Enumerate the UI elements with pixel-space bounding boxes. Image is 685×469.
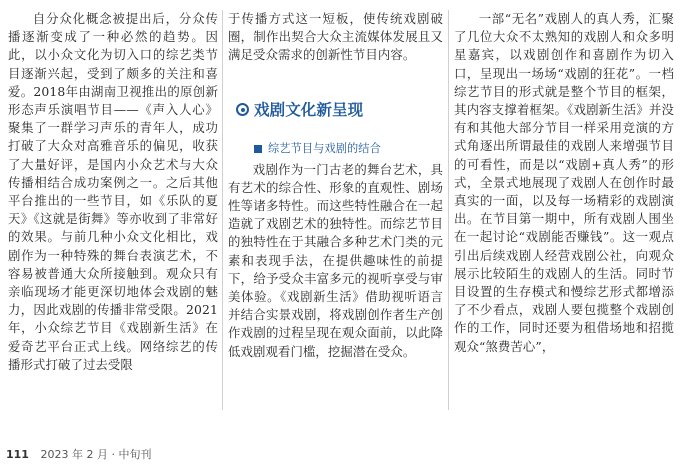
page-footer — [6, 446, 151, 462]
section-heading-text: 戏剧文化新呈现 — [254, 100, 364, 119]
column-divider — [222, 10, 223, 410]
body-paragraph: 一部“无名”戏剧人的真人秀，汇聚了几位大众不太熟知的戏剧人和众多明星嘉宾，以戏剧创作和喜剧作为切入口，呈现出一场场“戏剧的狂花”。一档综艺节目的形式就是整个节目的框架，其内容支撑着框架。《戏剧新生活》并没有和其他大部分节目一样采用竞演的方式角逐出所谓最佳的戏剧人来增强节目的可看性，而是以“戏剧+真人秀”的形式，全景式地展现了戏剧人在创作时最真实的一面，以及每一场精彩的戏剧演出。在节目第一期中，所有戏剧人围坐在一起讨论“戏剧能否赚钱”。这一观点引出后续戏剧人经营戏剧公社，向观众展示比较陌生的戏剧人的生活。同时节目设置的生存模式和慢综艺形式都增添了不少看点，戏剧人要包揽整个戏剧创作的工作，同时还要为租借场地和招揽观众“煞费苦心”， — [454, 11, 674, 354]
article-column-3 — [454, 10, 674, 356]
target-circle-icon — [236, 103, 249, 116]
sub-heading-text: 综艺节目与戏剧的结合 — [268, 141, 381, 155]
article-column-2 — [228, 10, 443, 361]
body-paragraph-continued: 于传播方式这一短板，使传统戏剧破圈，制作出契合大众主流媒体发展且又满足受众需求的创新性节目内容。 — [228, 11, 443, 63]
square-bullet-icon — [254, 145, 262, 153]
body-paragraph: 戏剧作为一门古老的舞台艺术，具有艺术的综合性、形象的直观性、剧场性等诸多特性。而这些特性融合在一起造就了戏剧艺术的独特性。而综艺节目的独特性在于其融合多种艺术门类的元素和表现手法，在提供趣味性的前提下，给予受众丰富多元的视听享受与审美体验。《戏剧新生活》借助视听语言并结合实景戏剧，将戏剧创作者生产创作戏剧的过程呈现在观众面前，以此降低戏剧观看门槛，挖掘潜在受众。 — [228, 161, 443, 359]
page-number: 111 — [6, 448, 29, 461]
column-divider — [448, 10, 449, 410]
article-column-1 — [8, 10, 218, 374]
issue-info: 2023 年 2 月 · 中旬刊 — [40, 448, 152, 461]
sub-heading — [254, 141, 443, 157]
body-paragraph: 自分众化概念被提出后，分众传播逐渐变成了一种必然的趋势。因此，以小众文化为切入口的综艺类节目逐渐兴起，受到了颇多的关注和喜爱。2018年由湖南卫视推出的原创新形态声乐演唱节目——《声入人心》聚集了一群学习声乐的青年人，成功打破了大众对高雅音乐的偏见，收获了大量好评，是国内小众艺术与大众传播相结合成功案例之一。之后其他平台推出的一些节目，如《乐队的夏天》《这就是街舞》等亦收到了非常好的效果。与前几种小众文化相比，戏剧作为一种特殊的舞台表演艺术，不容易被普通大众所接触到。观众只有亲临现场才能更深切地体会戏剧的魅力，因此戏剧的传播非常受限。2021年，小众综艺节目《戏剧新生活》在爱奇艺平台正式上线。网络综艺的传播形式打破了过去受限 — [8, 11, 218, 372]
section-heading — [236, 99, 443, 121]
